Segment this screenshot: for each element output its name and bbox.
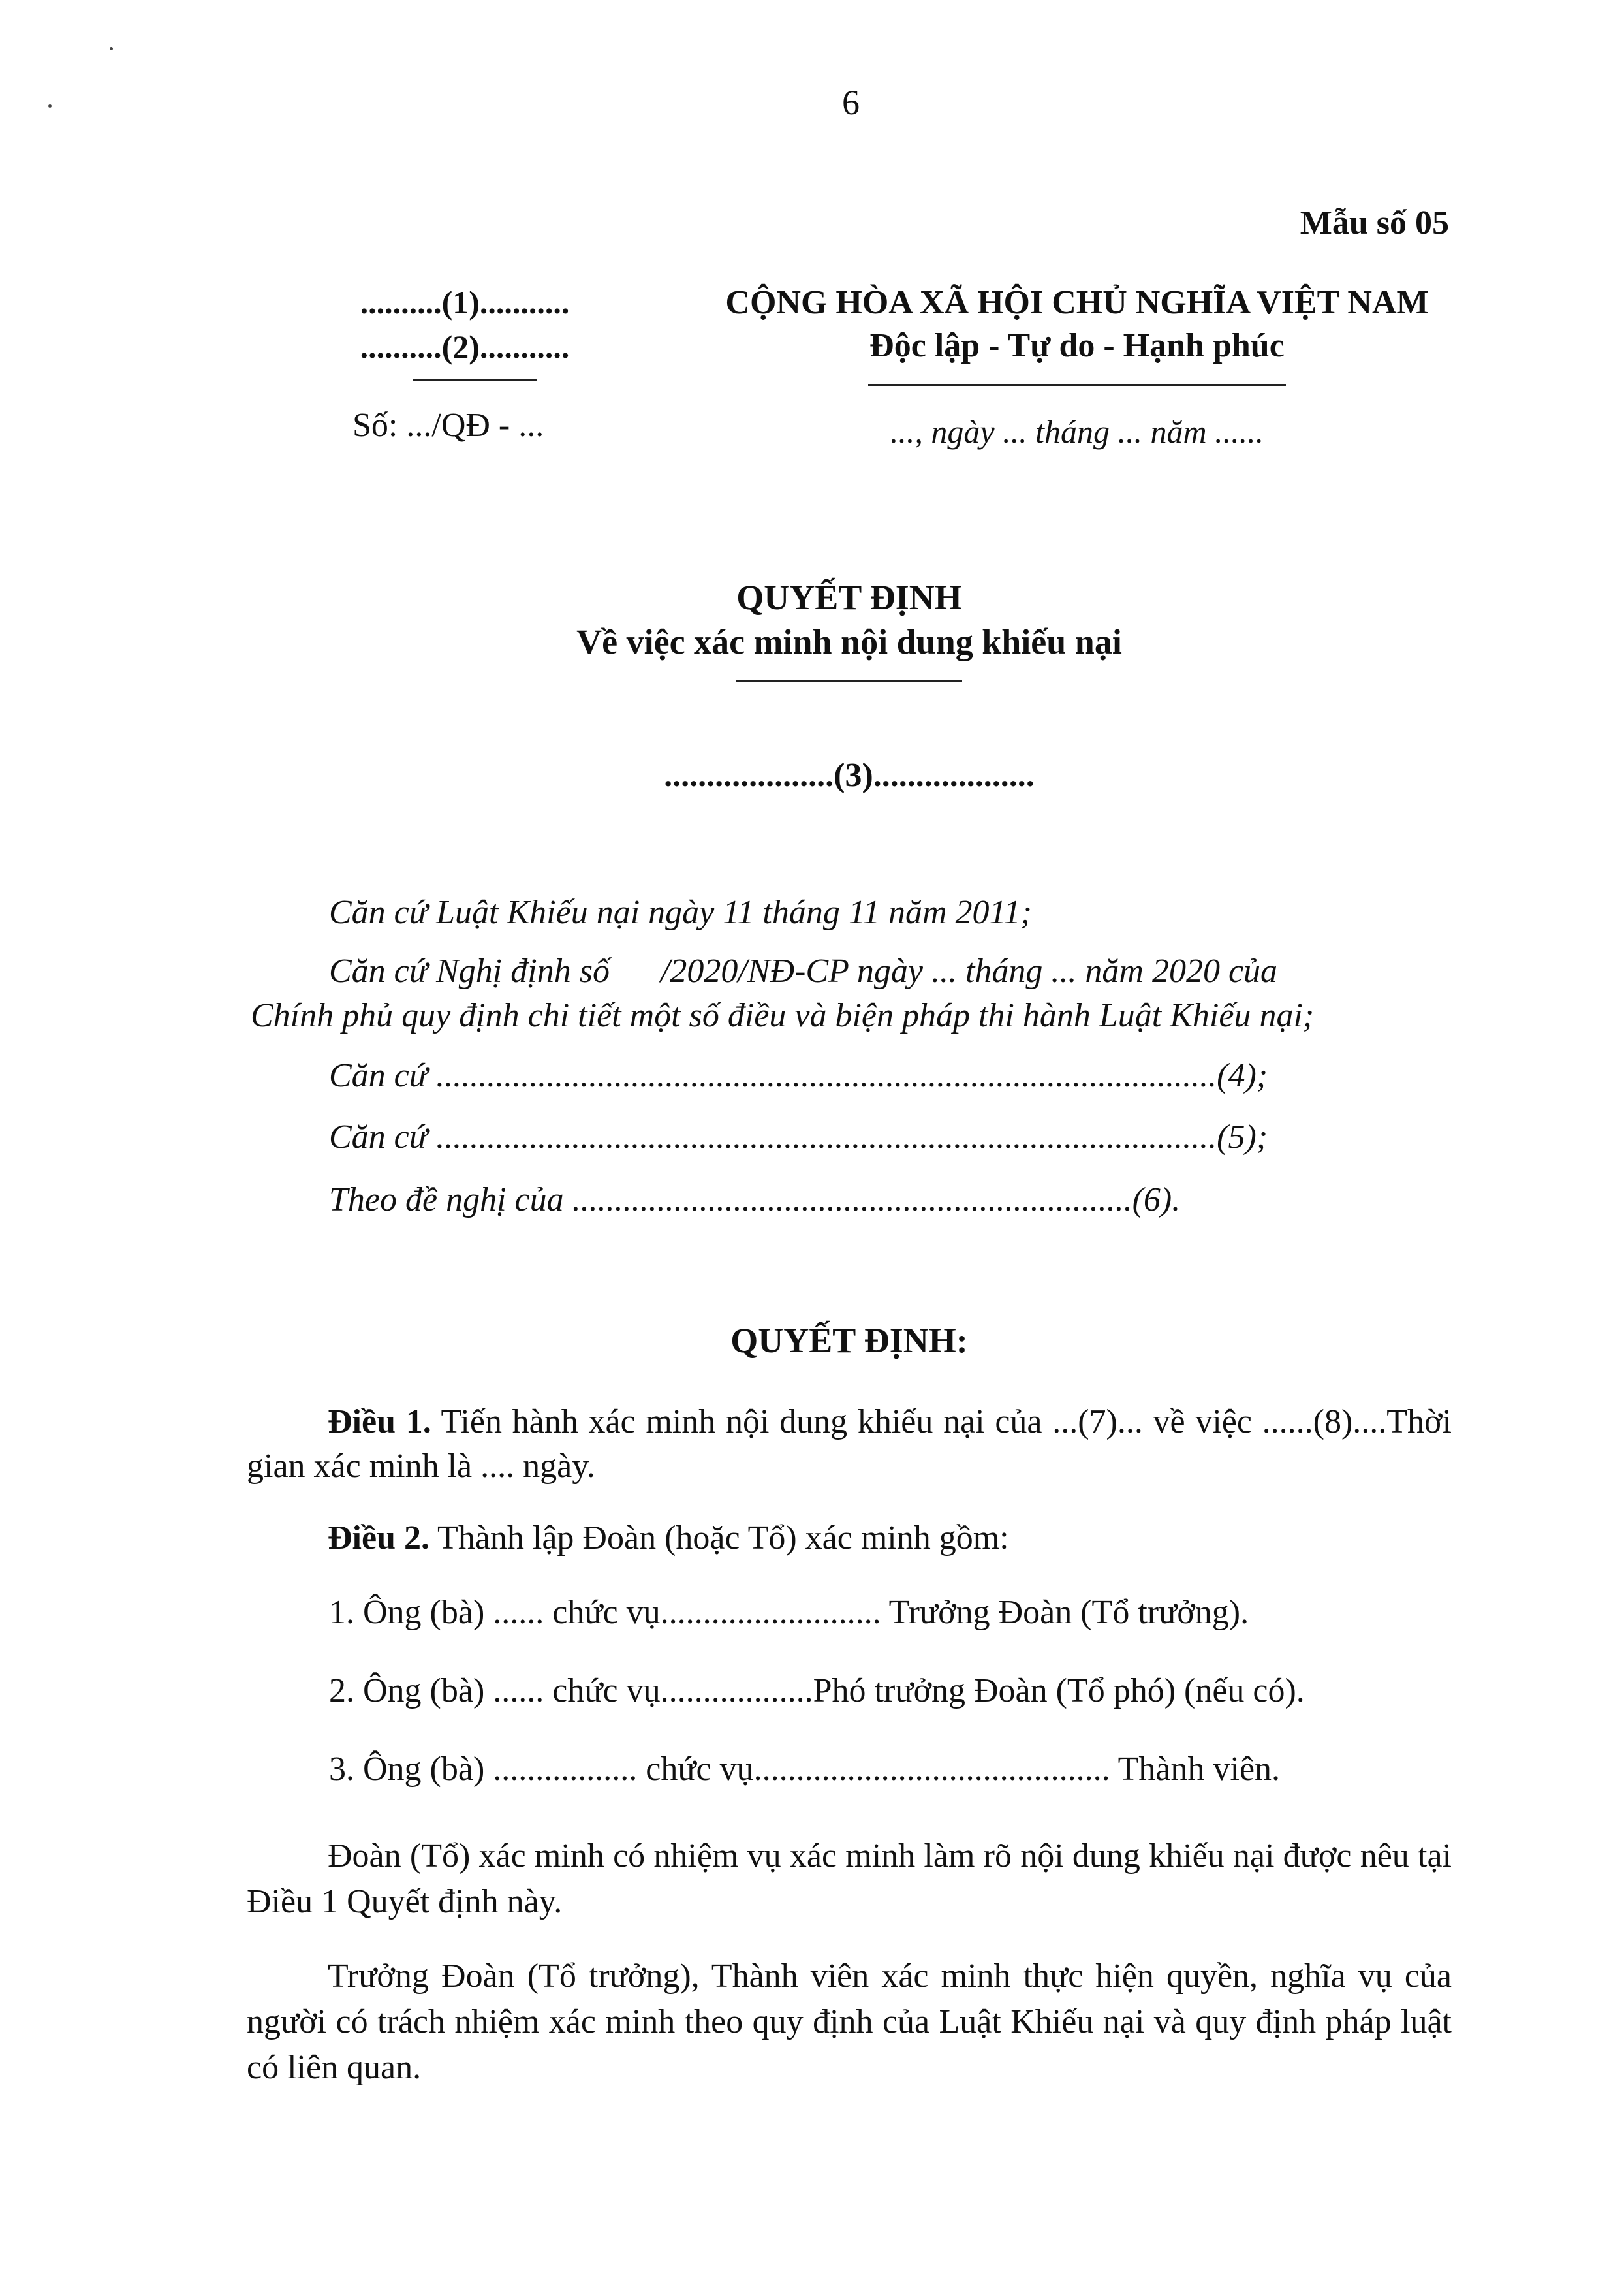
article-1-label: Điều 1.	[328, 1403, 431, 1440]
basis-decree-line-1: Căn cứ Nghị định số /2020/NĐ-CP ngày ... tháng ... năm 2020 của	[329, 953, 1278, 990]
team-duty: Đoàn (Tổ) xác minh có nhiệm vụ xác minh làm rõ nội dung khiếu nại được nêu tại Điều 1 Quyết định này.	[247, 1837, 1452, 1920]
article-2	[247, 1516, 1452, 1560]
decision-subject: Về việc xác minh nội dung khiếu nại	[576, 622, 1122, 661]
national-motto: Độc lập - Tự do - Hạnh phúc	[869, 327, 1285, 364]
agency-line-2: ..........(2)...........	[360, 328, 570, 365]
scan-speck	[110, 47, 113, 50]
team-rights: Trưởng Đoàn (Tổ trưởng), Thành viên xác minh thực hiện quyền, nghĩa vụ của người có trách nhiệm xác minh theo quy định của Luật Khiếu nại và quy định pháp luật có liên quan.	[247, 1957, 1452, 2086]
basis-law: Căn cứ Luật Khiếu nại ngày 11 tháng 11 năm 2011;	[329, 894, 1032, 931]
form-label: Mẫu số 05	[1300, 204, 1449, 242]
motto-underline	[868, 384, 1286, 386]
member-1: 1. Ông (bà) ...... chức vụ.......................... Trưởng Đoàn (Tổ trưởng).	[329, 1594, 1249, 1631]
article-1	[247, 1400, 1452, 1489]
page-number: 6	[842, 83, 860, 122]
subject-underline	[736, 680, 962, 682]
basis-5: Căn cứ ............................................................................................(5);	[329, 1118, 1268, 1156]
agency-line-1: ..........(1)...........	[360, 284, 570, 321]
agency-underline	[413, 379, 537, 381]
basis-4: Căn cứ ............................................................................................(4);	[329, 1057, 1268, 1094]
date-line: ..., ngày ... tháng ... năm ......	[890, 413, 1264, 450]
document-number: Số: .../QĐ - ...	[352, 407, 544, 444]
article-2-text: Thành lập Đoàn (hoặc Tổ) xác minh gồm:	[429, 1519, 1009, 1557]
member-2: 2. Ông (bà) ...... chức vụ..................Phó trưởng Đoàn (Tổ phó) (nếu có).	[329, 1672, 1305, 1709]
scan-speck	[48, 104, 52, 108]
article-2-label: Điều 2.	[328, 1519, 429, 1557]
basis-proposal: Theo đề nghị của ..................................................................(6).	[329, 1181, 1181, 1218]
member-3: 3. Ông (bà) ................. chức vụ.......................................... Thành viên.	[329, 1750, 1281, 1788]
decision-heading: QUYẾT ĐỊNH:	[730, 1321, 968, 1360]
decision-title: QUYẾT ĐỊNH	[736, 578, 962, 617]
article-1-text: Tiến hành xác minh nội dung khiếu nại của ...(7)... về việc ......(8)....Thời gian xác minh là .... ngày.	[247, 1403, 1452, 1485]
basis-decree-line-2: Chính phủ quy định chi tiết một số điều và biện pháp thi hành Luật Khiếu nại;	[251, 997, 1315, 1034]
issuing-authority: ....................(3)...................	[664, 757, 1035, 794]
national-name: CỘNG HÒA XÃ HỘI CHỦ NGHĨA VIỆT NAM	[725, 284, 1429, 321]
